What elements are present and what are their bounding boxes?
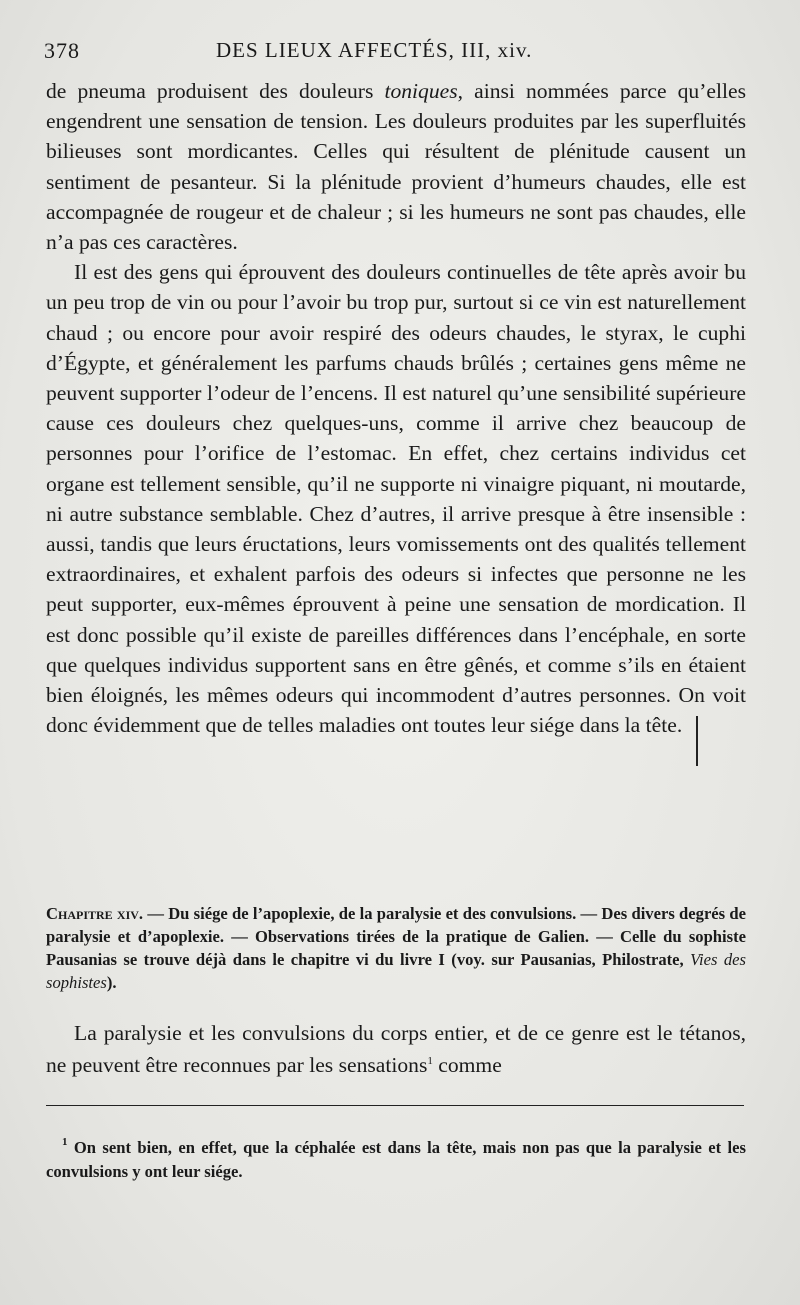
- chapter-summary-text: — Du siége de l’apoplexie, de la paralysie et des convulsions. — Des divers degrés de paralysie et d’apoplexie. — Observations tirées de la pratique de Galien. — Celle du sophiste Pausanias se trouve déjà dans le chapitre vi du livre I (voy. sur Pausanias, Philostrate,: [46, 904, 746, 969]
- footnote-divider: [46, 1105, 744, 1106]
- paragraph-text-post: , ainsi nommées parce qu’elles engendrent une sensation de tension. Les douleurs produites par les superfluités bilieuses sont mordicantes. Celles qui résultent de plénitude causent un sentiment de pesanteur. Si la plénitude provient d’humeurs chaudes, elle est accompagnée de rougeur et de chaleur ; si les humeurs ne sont pas chaudes, elle n’a pas ces caractères.: [46, 79, 746, 255]
- italic-term: toniques: [384, 79, 458, 103]
- footnote-marker: 1: [62, 1136, 68, 1148]
- chapter-summary-end: ).: [106, 973, 117, 992]
- chapter-work-title: Vies des sophistes: [46, 950, 746, 992]
- footnote-text: On sent bien, en effet, que la céphalée est dans la tête, mais non pas que la paralysie et les convulsions y ont leur siége.: [46, 1138, 746, 1181]
- chapter-text-after: comme: [432, 1053, 502, 1077]
- chapter-label: Chapitre xiv.: [46, 904, 144, 923]
- paragraph: [46, 257, 746, 766]
- footnote: [46, 1136, 746, 1184]
- chapter-summary: [46, 902, 746, 994]
- page-header: [44, 38, 744, 72]
- paragraph-text-pre: de pneuma produisent des douleurs: [46, 79, 385, 103]
- paragraph-text: Il est des gens qui éprouvent des douleurs continuelles de tête après avoir bu un peu trop de vin ou pour l’avoir bu trop pur, surtout si ce vin est naturellement chaud ; ou encore pour avoir respiré des odeurs chaudes, le styrax, le cuphi d’Égypte, et généralement les parfums chauds brûlés ; certaines gens même ne peuvent supporter l’odeur de l’encens. Il est naturel qu’une sensibilité supérieure cause ces douleurs chez quelques-uns, comme il arrive chez beaucoup de personnes pour l’orifice de l’estomac. En effet, chez certains individus cet organe est tellement sensible, qu’il ne supporte ni vinaigre piquant, ni moutarde, ni autre substance semblable. Chez d’autres, il arrive presque à être insensible : aussi, tandis que leurs éructations, leurs vomissements ont des qualités tellement extraordinaires, et exhalent parfois des odeurs si infectes que personne ne les peut supporter, eux-mêmes éprouvent à peine une sensation de mordication. Il est donc possible qu’il existe de pareilles différences dans l’encéphale, en sorte que quelques individus supportent sans en être gênés, et comme s’ils en étaient bien éloignés, les mêmes odeurs qui incommodent d’autres personnes. On voit donc évidemment que de telles maladies ont toutes leur siége dans la tête.: [46, 260, 746, 738]
- running-title: DES LIEUX AFFECTÉS, III, xiv.: [216, 38, 533, 62]
- chapter-text-body: La paralysie et les convulsions du corps entier, et de ce genre est le tétanos, ne peuvent être reconnues par les sensations: [46, 1021, 746, 1077]
- page-number: 378: [44, 38, 80, 63]
- chapter-text: [46, 1017, 746, 1081]
- footnote-reference: 1: [427, 1055, 433, 1067]
- end-mark: [696, 716, 698, 766]
- paragraph-continued: [46, 76, 746, 257]
- main-text: [46, 76, 746, 766]
